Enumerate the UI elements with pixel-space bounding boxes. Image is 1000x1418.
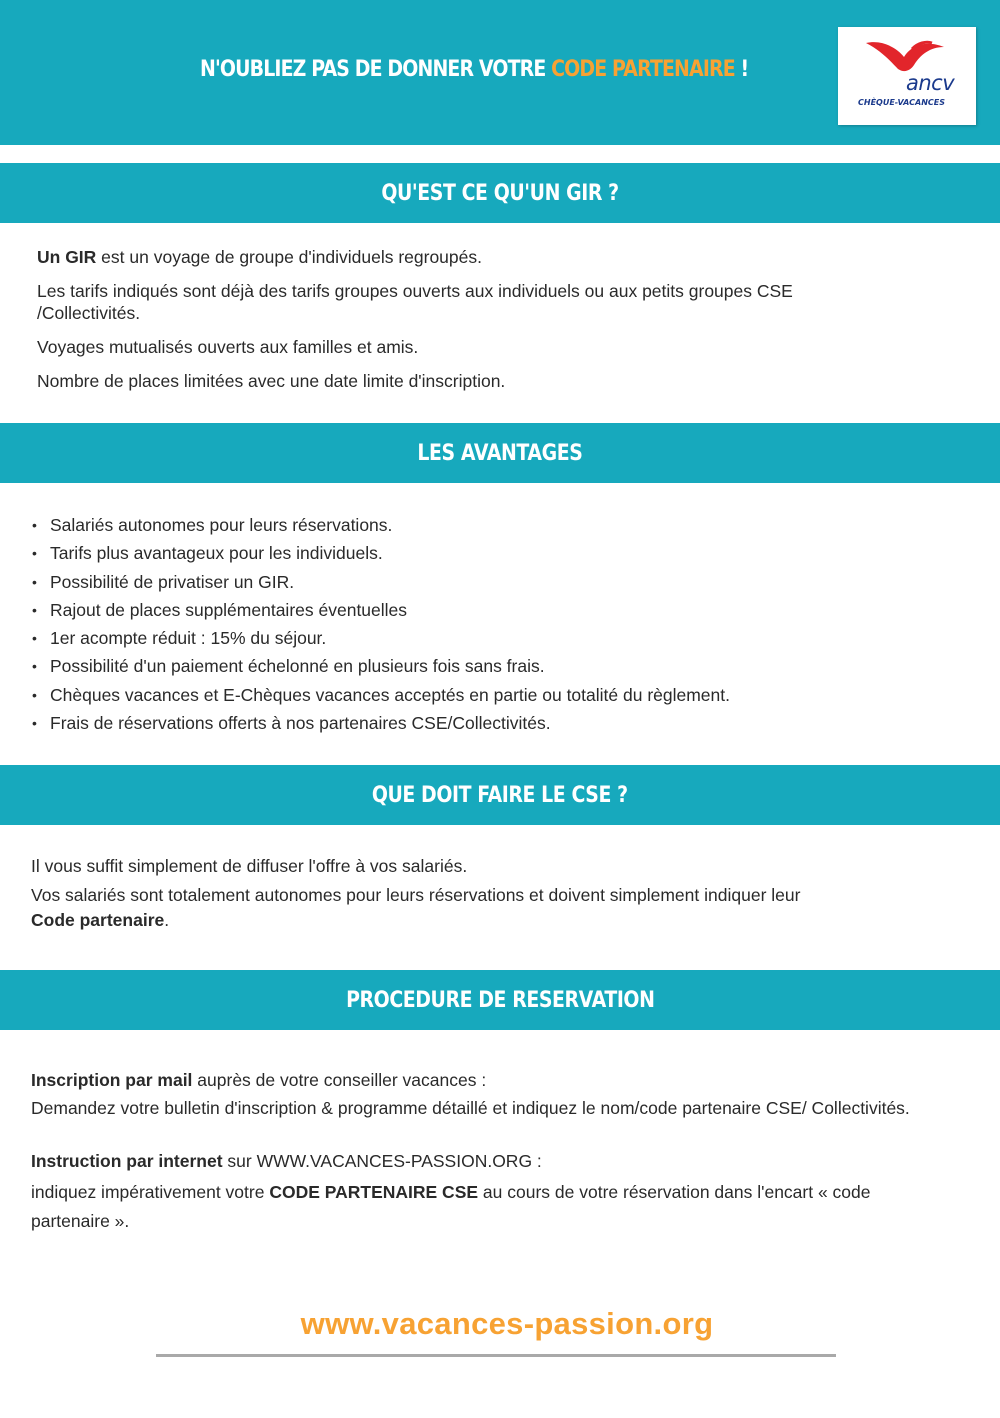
- banner-prefix: N'OUBLIEZ PAS DE DONNER VOTRE: [200, 57, 552, 82]
- procedure-mail-detail: Demandez votre bulletin d'inscription & programme détaillé et indiquez le nom/code partenaire CSE/ Collectivités.: [31, 1098, 910, 1118]
- section-gir-header: [0, 163, 1000, 223]
- section-avantages-title: LES AVANTAGES: [417, 440, 583, 466]
- list-item: • Tarifs plus avantageux pour les individuels.: [31, 542, 931, 570]
- ancv-logo: [838, 27, 976, 125]
- banner-headline: [200, 57, 748, 82]
- banner-suffix: !: [734, 57, 749, 82]
- procedure-mail-line: [31, 1069, 946, 1091]
- list-item: • Chèques vacances et E-Chèques vacances acceptés en partie ou totalité du règlement.: [31, 684, 931, 712]
- avantages-content: [31, 514, 931, 740]
- list-item: • 1er acompte réduit : 15% du séjour.: [31, 627, 931, 655]
- banner-highlight: CODE PARTENAIRE: [551, 57, 735, 82]
- footer-website-link[interactable]: www.vacances-passion.org: [300, 1306, 714, 1341]
- procedure-web-detail-post: au cours de votre réservation dans l'encart « code partenaire ».: [31, 1182, 871, 1231]
- footer-divider: [156, 1354, 836, 1357]
- gir-paragraph-1: [37, 246, 917, 268]
- procedure-mail-text: auprès de votre conseiller vacances :: [192, 1070, 487, 1090]
- logo-word: ancv: [906, 71, 955, 95]
- gir-paragraph-3: Voyages mutualisés ouverts aux familles et amis.: [37, 337, 419, 357]
- procedure-content: [31, 1069, 946, 1236]
- cse-paragraph-2-text: Vos salariés sont totalement autonomes pour leurs réservations et doivent simplement indiquer leur: [31, 885, 801, 905]
- section-cse-title: QUE DOIT FAIRE LE CSE ?: [372, 782, 628, 808]
- list-item: • Possibilité de privatiser un GIR.: [31, 571, 931, 599]
- procedure-web-detail-pre: indiquez impérativement votre: [31, 1182, 270, 1202]
- cse-paragraph-2-end: .: [164, 910, 170, 930]
- list-item: • Frais de réservations offerts à nos partenaires CSE/Collectivités.: [31, 712, 931, 740]
- avantages-list: [31, 514, 931, 740]
- section-procedure-header: [0, 970, 1000, 1030]
- procedure-code-partenaire-cse: CODE PARTENAIRE CSE: [269, 1182, 479, 1202]
- procedure-web-label: Instruction par internet: [31, 1151, 223, 1171]
- list-item: • Salariés autonomes pour leurs réservations.: [31, 514, 931, 542]
- section-cse-header: [0, 765, 1000, 825]
- cse-paragraph-2: [31, 883, 931, 933]
- procedure-web-line: [31, 1150, 946, 1172]
- section-avantages-header: [0, 423, 1000, 483]
- cse-code-partenaire: Code partenaire: [31, 910, 165, 930]
- gir-paragraph-4: Nombre de places limitées avec une date limite d'inscription.: [37, 371, 506, 391]
- list-item: • Rajout de places supplémentaires éventuelles: [31, 599, 931, 627]
- top-banner: [0, 0, 1000, 145]
- procedure-mail-label: Inscription par mail: [31, 1070, 193, 1090]
- procedure-web-detail: [31, 1178, 946, 1236]
- section-procedure-title: PROCEDURE DE RESERVATION: [345, 987, 655, 1013]
- section-gir-title: QU'EST CE QU'UN GIR ?: [381, 180, 619, 206]
- logo-subtitle: CHÈQUE-VACANCES: [858, 98, 945, 107]
- cse-paragraph-1: Il vous suffit simplement de diffuser l'offre à vos salariés.: [31, 856, 468, 876]
- gir-definition: est un voyage de groupe d'individuels regroupés.: [96, 247, 482, 267]
- gir-content: [37, 246, 917, 392]
- cse-content: [31, 855, 931, 933]
- gir-paragraph-2: Les tarifs indiqués sont déjà des tarifs groupes ouverts aux individuels ou aux petits groupes CSE /Collectivités.: [37, 281, 793, 323]
- gir-term: Un GIR: [37, 247, 97, 267]
- list-item: • Possibilité d'un paiement échelonné en plusieurs fois sans frais.: [31, 655, 931, 683]
- procedure-web-text: sur WWW.VACANCES-PASSION.ORG :: [222, 1151, 542, 1171]
